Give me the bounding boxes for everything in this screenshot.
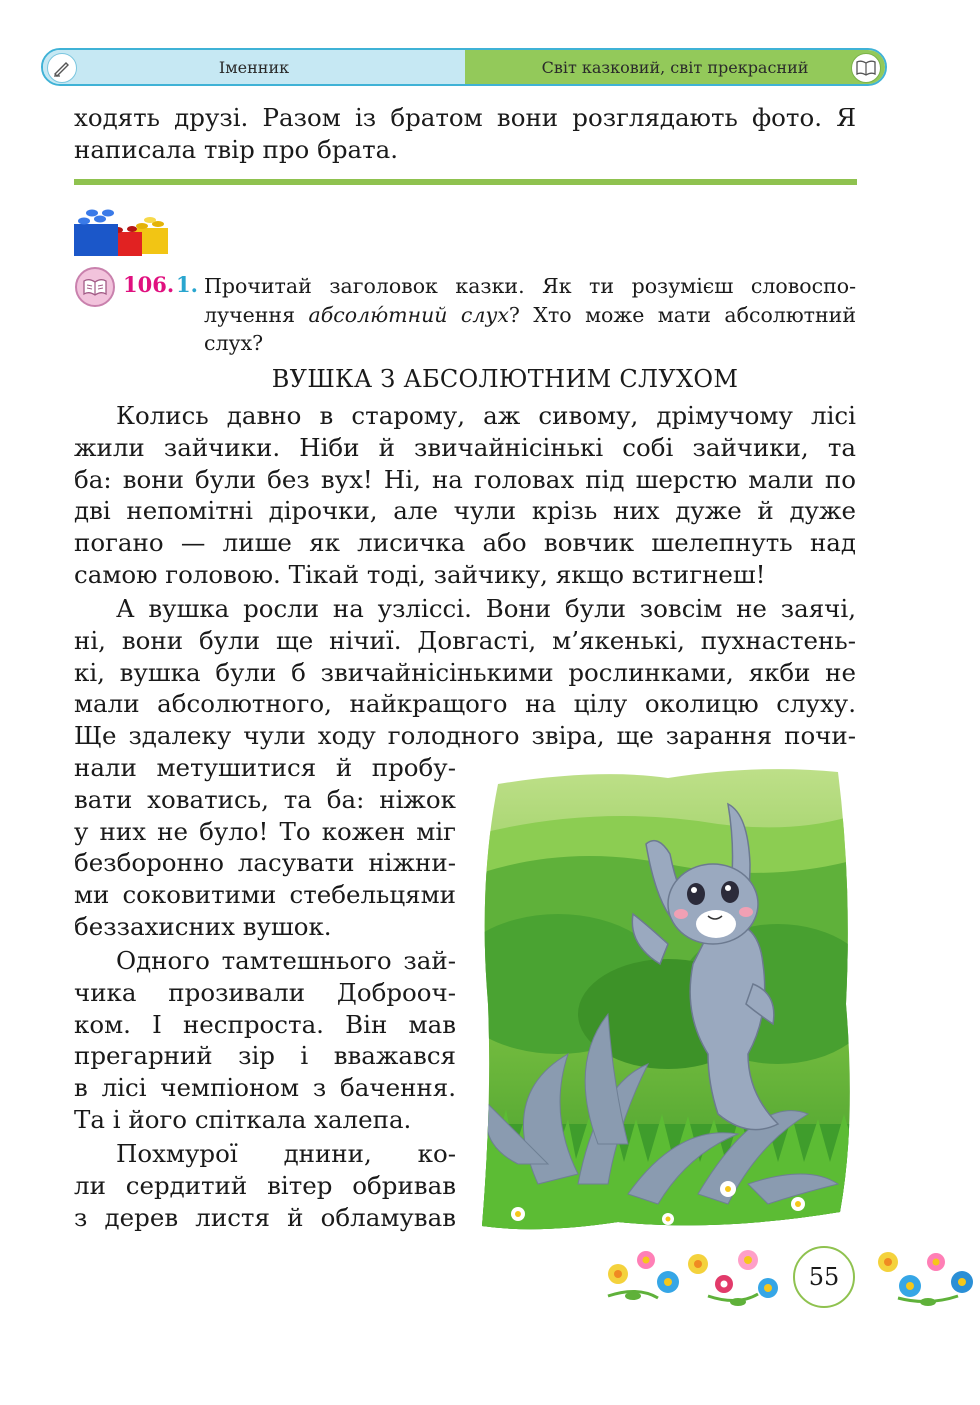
flower-border-decoration: [598, 1236, 980, 1312]
text-line: мали абсолютного, найкращого на цілу околицю слуху.: [74, 689, 856, 719]
text-fragment: ? Хто може мати абсолютний: [508, 302, 857, 327]
text-line: Похмурої днини, ко-: [116, 1139, 456, 1168]
text-line: кі, вушка були б звичайнісінькими рослинками, якби не: [74, 657, 856, 687]
text-line: беззахисних вушок.: [74, 911, 332, 941]
lego-blocks-icon: [72, 206, 172, 258]
story-title: ВУШКА З АБСОЛЮТНИМ СЛУХОМ: [271, 365, 739, 393]
text-line: ні, вони були ще нічиї. Довгасті, м’якенькі, пухнастень-: [74, 625, 856, 655]
text-line: А вушка росли на узліссі. Вони були зовсім не заячі,: [116, 594, 856, 623]
text-line: Ще здалеку чули ходу голодного звіра, ще зарання почи-: [74, 721, 856, 751]
text-line: Колись давно в старому, аж сивому, дрімучому лісі: [116, 401, 856, 430]
header-section-title: Світ казковий, світ прекрасний: [541, 57, 809, 77]
page-header: [41, 48, 887, 86]
open-book-icon: [75, 267, 115, 307]
text-fragment: лучення: [204, 302, 309, 327]
header-chapter-title: Іменник: [218, 57, 290, 77]
page-number: 55: [793, 1246, 855, 1308]
story-paragraph-1: [74, 400, 856, 591]
text-line: слух?: [204, 331, 264, 355]
book-icon: [851, 53, 881, 83]
text-line: безборонно ласувати ніжни-: [74, 848, 456, 878]
exercise-subnumber: 1.: [176, 272, 198, 297]
text-line: дві непомітні дірочки, але чули крізь них дуже й дуже: [74, 496, 856, 526]
intro-paragraph: [74, 102, 856, 166]
text-line: прегарний зір і вважався: [74, 1041, 456, 1071]
text-line: в лісі чемпіоном з бачення.: [74, 1073, 456, 1103]
text-line: [204, 301, 856, 330]
story-paragraph-4: [74, 1138, 456, 1233]
text-line: самою головою. Тікай тоді, зайчику, якщо встигнеш!: [74, 559, 766, 589]
exercise-text: [204, 272, 856, 358]
text-line: з дерев листя й обламував: [74, 1202, 456, 1232]
header-section-right: [465, 50, 885, 84]
text-line: Прочитай заголовок казки. Як ти розумієш словоспо-: [204, 274, 856, 298]
text-line: жили зайчики. Ніби й звичайнісінькі собі зайчики, та: [74, 432, 856, 462]
term-italic: абсолю́тний слух: [308, 302, 509, 327]
story-paragraph-2: [74, 593, 856, 752]
header-section-left: [43, 50, 465, 84]
text-line: Та і його спіткала халепа.: [74, 1104, 412, 1134]
text-line: у них не було! То кожен міг: [74, 816, 456, 846]
text-line: погано — лише як лисичка або вовчик шелепнуть над: [74, 528, 856, 558]
text-line: нали метушитися й пробу-: [74, 753, 456, 782]
text-line: написала твір про брата.: [74, 134, 399, 164]
bunny-illustration: [478, 764, 858, 1234]
text-line: ком. І неспроста. Він мав: [74, 1009, 456, 1039]
text-line: ба: вони були без вух! Ні, на головах під шерстю мали по: [74, 464, 856, 494]
text-line: Одного тамтешнього зай-: [116, 946, 456, 975]
text-line: ми соковитими стебельцями: [74, 880, 456, 910]
text-line: чика прозивали Доброоч-: [74, 977, 456, 1007]
exercise-number: 106.: [123, 272, 175, 297]
pen-icon: [47, 53, 77, 83]
text-line: вати ховатись, та ба: ніжок: [74, 784, 456, 814]
section-divider: [74, 179, 857, 185]
text-line: ходять друзі. Разом із братом вони розглядають фото. Я: [74, 103, 856, 132]
story-paragraph-2-cont: [74, 752, 456, 943]
text-line: ли сердитий вітер обривав: [74, 1170, 456, 1200]
story-paragraph-3: [74, 945, 456, 1136]
